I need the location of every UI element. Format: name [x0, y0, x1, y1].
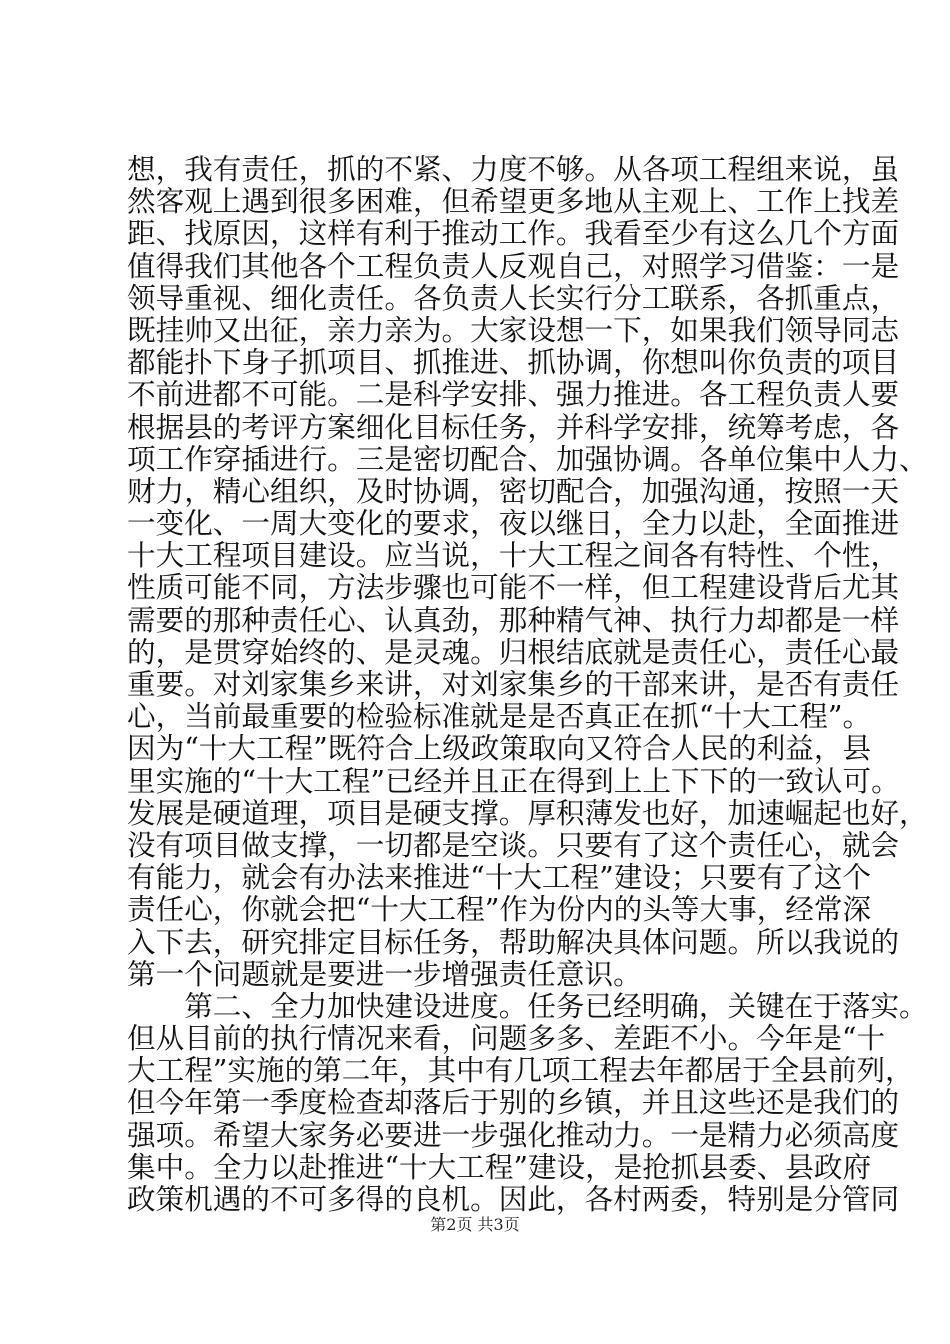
text-line: 没有项目做支撑，一切都是空谈。只要有了这个责任心，就会	[127, 827, 900, 862]
text-line: 第一个问题就是要进一步增强责任意识。	[127, 956, 642, 991]
text-line: 根据县的考评方案细化目标任务，并科学安排，统筹考虑，各	[127, 409, 900, 444]
text-line: 强项。希望大家务必要进一步强化推动力。一是精力必须高度	[127, 1117, 900, 1152]
text-line: 需要的那种责任心、认真劲，那种精气神、执行力却都是一样	[127, 602, 900, 637]
text-line: 第二、全力加快建设进度。任务已经明确，关键在于落实。	[127, 988, 928, 1023]
text-line: 不前进都不可能。二是科学安排、强力推进。各工程负责人要	[127, 377, 900, 412]
text-line: 入下去，研究排定目标任务，帮助解决具体问题。所以我说的	[127, 924, 900, 959]
text-line: 里实施的“十大工程”已经并且正在得到上上下下的一致认可。	[127, 763, 900, 798]
text-line: 心，当前最重要的检验标准就是是否真正在抓“十大工程”。	[127, 699, 872, 734]
text-line: 重要。对刘家集乡来讲，对刘家集乡的干部来讲，是否有责任	[127, 667, 900, 701]
text-line: 都能扑下身子抓项目、抓推进、抓协调，你想叫你负责的项目	[127, 345, 900, 380]
text-line: 值得我们其他各个工程负责人反观自己，对照学习借鉴：一是	[127, 248, 900, 283]
text-line: 然客观上遇到很多困难，但希望更多地从主观上、工作上找差	[127, 184, 900, 219]
text-line: 集中。全力以赴推进“十大工程”建设，是抢抓县委、县政府	[127, 1149, 872, 1184]
text-line: 的，是贯穿始终的、是灵魂。归根结底就是责任心，责任心最	[127, 634, 900, 669]
document-body	[127, 152, 928, 1216]
text-line: 一变化、一周大变化的要求，夜以继日，全力以赴，全面推进	[127, 506, 900, 541]
text-line: 财力，精心组织，及时协调，密切配合，加强沟通，按照一天	[127, 473, 900, 508]
text-line: 性质可能不同，方法步骤也可能不一样，但工程建设背后尤其	[127, 570, 900, 605]
text-line: 距、找原因，这样有利于推动工作。我看至少有这么几个方面	[127, 216, 900, 251]
text-line: 政策机遇的不可多得的良机。因此，各村两委，特别是分管同	[127, 1182, 900, 1216]
text-line: 发展是硬道理，项目是硬支撑。厚积薄发也好，加速崛起也好，	[127, 795, 928, 830]
text-line: 有能力，就会有办法来推进“十大工程”建设；只要有了这个	[127, 860, 872, 895]
text-line: 责任心，你就会把“十大工程”作为份内的头等大事，经常深	[127, 892, 872, 927]
text-line: 大工程”实施的第二年，其中有几项工程去年都居于全县前列，	[127, 1053, 914, 1088]
text-line: 想，我有责任，抓的不紧、力度不够。从各项工程组来说，虽	[127, 152, 900, 186]
page-footer: 第2页 共3页	[430, 1215, 520, 1234]
text-line: 但今年第一季度检查却落后于别的乡镇，并且这些还是我们的	[127, 1085, 900, 1120]
text-line: 项工作穿插进行。三是密切配合、加强协调。各单位集中人力、	[127, 441, 928, 476]
text-line: 但从目前的执行情况来看，问题多多、差距不小。今年是“十	[127, 1021, 886, 1056]
text-line: 十大工程项目建设。应当说，十大工程之间各有特性、个性，	[127, 538, 900, 573]
text-line: 既挂帅又出征，亲力亲为。大家设想一下，如果我们领导同志	[127, 312, 900, 347]
text-line: 因为“十大工程”既符合上级政策取向又符合人民的利益，县	[127, 731, 872, 766]
text-line: 领导重视、细化责任。各负责人长实行分工联系，各抓重点，	[127, 280, 900, 315]
